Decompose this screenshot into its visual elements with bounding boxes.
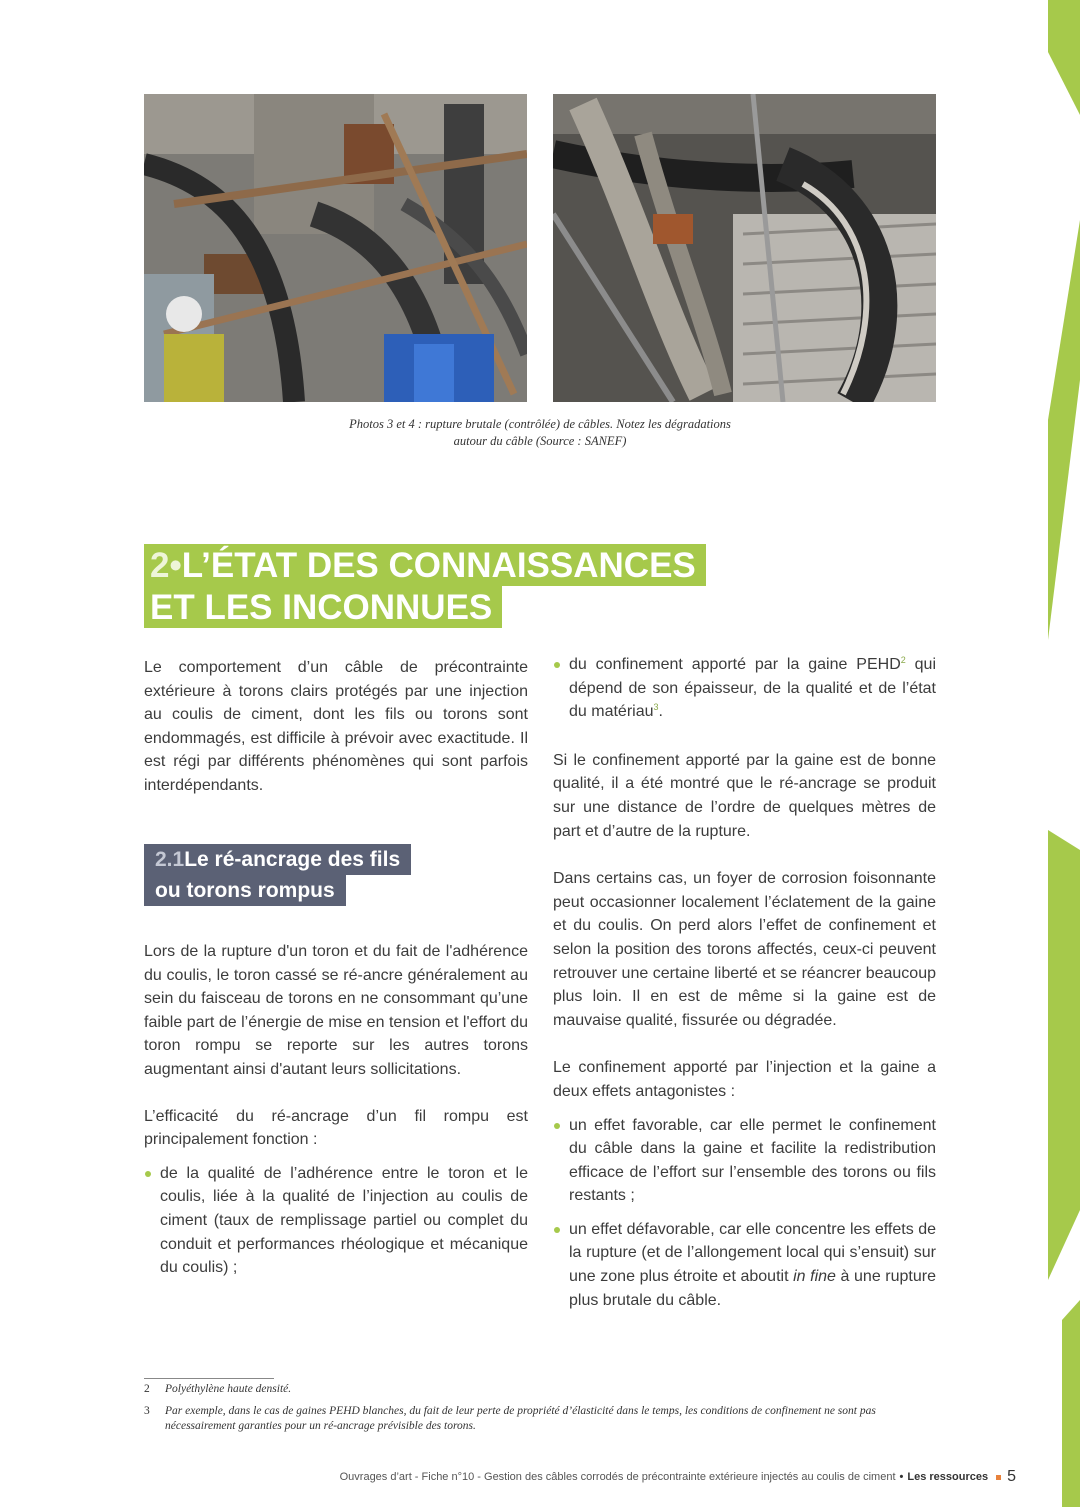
subsection-title-line-2: ou torons rompus	[155, 879, 335, 902]
subsection-title-line-1: Le ré-ancrage des fils	[184, 848, 401, 871]
page-number: 5	[1007, 1468, 1016, 1485]
footnote-ref-3[interactable]: 3	[653, 702, 659, 713]
section-heading	[144, 544, 706, 628]
footer-publication-text: Ouvrages d’art - Fiche n°10 - Gestion des câbles corrodés de précontrainte extérieure injectés au coulis de ciment	[339, 1471, 896, 1483]
footnote-2-text: Polyéthylène haute densité.	[165, 1383, 292, 1395]
paragraph-effets-antagonistes: Le confinement apporté par l’injection et la gaine a deux effets antagonistes :	[553, 1059, 936, 1100]
subsection-heading	[144, 844, 411, 906]
section-number: 2	[150, 546, 170, 585]
paragraph-reancrage: Lors de la rupture d'un toron et du fait de l'adhérence du coulis, le toron cassé se ré-ancre généralement au sein du faisceau de torons en ne consommant qu’une faible part de l’énergie de mise en tension et l'effort du toron rompu se reporte sur les autres torons augmentant ainsi d'autant leurs sollicitations.	[144, 943, 528, 1078]
paragraph-corrosion: Dans certains cas, un foyer de corrosion foisonnante peut occasionner localement l’éclatement de la gaine et du coulis. On perd alors l’effet de confinement et selon la position des torons affectés, ceux-ci peuvent retrouver une certaine liberté et se réancrer beaucoup plus loin. Il en est de même si la gaine est de mauvaise qualité, fissurée ou dégradée.	[553, 870, 936, 1029]
bullet-confinement-text-c: .	[658, 703, 663, 721]
caption-line-1: Photos 3 et 4 : rupture brutale (contrôlée) de câbles. Notez les dégradations	[349, 417, 731, 431]
left-column-body	[144, 940, 528, 1280]
bullet-confinement-gaine	[553, 653, 936, 724]
photo-caption	[300, 416, 780, 450]
footnote-3-number: 3	[144, 1405, 150, 1417]
bullet-effet-favorable: un effet favorable, car elle permet le confinement du câble dans la gaine et facilite la redistribution efficace de l’effort sur l’ensemble des torons ou fils restants ;	[553, 1114, 936, 1208]
section-separator: •	[169, 546, 182, 585]
caption-line-2: autour du câble (Source : SANEF)	[453, 434, 627, 448]
footer-square-marker	[996, 1475, 1001, 1480]
bullet-defavorable-text-a: un effet défavorable, car elle concentre les effets de la rupture (et de l’allongement local qui s’ensuit) sur une zone plus étroite et aboutit	[569, 1220, 936, 1286]
bullet-confinement-text-b: qui dépend de son épaisseur, de la qualité et de l’état du matériau	[569, 656, 937, 721]
footer-bullet: •	[899, 1471, 904, 1483]
bullet-effet-defavorable	[553, 1218, 936, 1312]
footnote-ref-2[interactable]: 2	[900, 655, 906, 665]
footnote-2	[144, 1382, 944, 1397]
bullet-defavorable-emphasis: in fine	[793, 1268, 836, 1286]
footnote-3-text: Par exemple, dans le cas de gaines PEHD blanches, du fait de leur perte de propriété d’élasticité dans le temps, les conditions de confinement ne sont pas nécessairement garanties pour un ré-ancrage prévisible des torons.	[165, 1405, 876, 1432]
footer-section-link[interactable]: Les ressources	[907, 1471, 989, 1483]
intro-paragraph: Le comportement d’un câble de précontrainte extérieure à torons clairs protégés par une injection au coulis de ciment, dont les fils ou torons sont endommagés, est difficile à prévoir avec exactitude. Il est régi par différents phénomènes qui sont parfois interdépendants.	[144, 659, 528, 794]
paragraph-bonne-qualite: Si le confinement apporté par la gaine est de bonne qualité, il a été montré que le ré-ancrage se produit sur une distance de l’ordre de quelques mètres de part et d’autre de la rupture.	[553, 751, 936, 840]
left-column-intro	[144, 656, 528, 798]
footnote-3	[144, 1404, 944, 1434]
footnote-rule	[144, 1378, 274, 1379]
bullet-adherence: de la qualité de l’adhérence entre le toron et le coulis, liée à la qualité de l’injection au coulis de ciment (taux de remplissage partiel ou complet du conduit et performances rhéologique et mécanique du coulis) ;	[144, 1162, 528, 1280]
page-footer	[340, 1468, 1016, 1486]
photo-3-cable-rupture	[144, 94, 527, 402]
bullet-confinement-text-a: du confinement apporté par la gaine PEHD	[569, 656, 901, 673]
right-column	[553, 653, 936, 1312]
section-heading-line-2	[144, 586, 502, 628]
subsection-heading-line-1	[144, 844, 411, 875]
subsection-number: 2.1	[155, 848, 185, 871]
bullet-defavorable-text-b: à une rupture plus brutale du câble.	[569, 1268, 936, 1309]
photo-4-cable-rupture	[553, 94, 936, 402]
paragraph-efficacite: L’efficacité du ré-ancrage d’un fil rompu est principalement fonction :	[144, 1107, 528, 1149]
section-title-line-2: ET LES INCONNUES	[150, 588, 493, 627]
footnote-2-number: 2	[144, 1383, 150, 1395]
section-title-line-1: L’ÉTAT DES CONNAISSANCES	[181, 546, 696, 585]
subsection-heading-line-2	[144, 875, 346, 906]
section-heading-line-1	[144, 544, 706, 586]
